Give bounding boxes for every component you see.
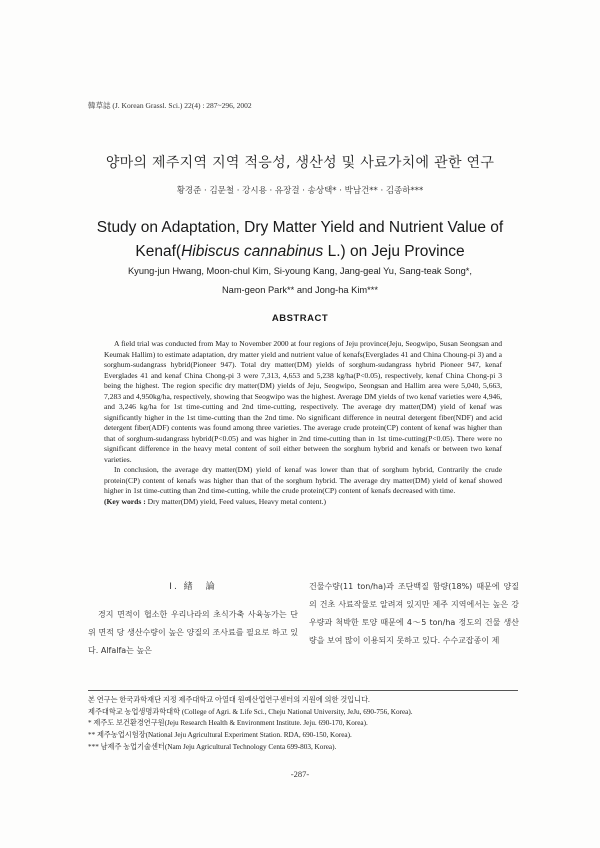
intro-left-text: 경지 면적이 협소한 우리나라의 초식가축 사육농가는 단위 면적 당 생산수량이 높은 양질의 조사료를 필요로 하고 있다. Alfalfa는 높은 — [88, 610, 298, 655]
section-heading-introduction: Ⅰ. 緖 論 — [169, 582, 217, 592]
footnote-affiliation-2: ** 제주농업시험장(National Jeju Agricultural Experiment Station. RDA, 690-150, Korea). — [88, 731, 352, 740]
english-title — [0, 216, 600, 264]
abstract-paragraph-2: In conclusion, the average dry matter(DM) yield of kenaf was lower than that of sorghum hybrid, Contrarily the crude protein(CP) content of kenafs was higher than that of the sorghum hybrid. The average dry matter(DM) yield of kenaf showed higher in 1st time-cutting than 2nd time-cutting, while the crude protein(CP) content of kenafs decreased with time. — [104, 465, 502, 495]
intro-right-text: 건물수량(11 ton/ha)과 조단백질 함량(18%) 때문에 양질의 건초 사료작물로 알려져 있지만 제주 지역에서는 높은 강우량과 척박한 토양 때문에 4～5 ton/ha 정도의 건물 생산량을 보여 많이 이용되지 못하고 있다. 수수교잡종이 제 — [309, 582, 519, 645]
keywords-text: Dry matter(DM) yield, Feed values, Heavy metal content.) — [145, 496, 327, 506]
english-title-prefix: Kenaf( — [135, 243, 182, 260]
abstract-heading: ABSTRACT — [271, 313, 329, 324]
keywords — [104, 497, 502, 508]
english-title-suffix: L.) on Jeju Province — [323, 243, 465, 260]
english-title-line1: Study on Adaptation, Dry Matter Yield and Nutrient Value of — [96, 219, 504, 236]
species-name: Hibiscus cannabinus — [181, 243, 324, 260]
keywords-label: (Key words : — [104, 496, 146, 506]
korean-title: 양마의 제주지역 지역 적응성, 생산성 및 사료가치에 관한 연구 — [105, 155, 495, 171]
intro-left-column — [88, 578, 298, 660]
english-authors-line1: Kyung-jun Hwang, Moon-chul Kim, Si-young Kang, Jang-geal Yu, Sang-teak Song*, — [127, 266, 473, 276]
english-title-line2 — [0, 240, 600, 264]
footnote-funding: 본 연구는 한국과학재단 지정 제주대학교 아열대 원예산업연구센터의 지원에 의한 것입니다. — [88, 696, 370, 704]
footnotes — [88, 695, 528, 754]
page-number: -287- — [290, 769, 310, 779]
korean-authors: 황경준 · 김문철 · 강시용 · 유장걸 · 송상택* · 박남건** · 김종하*** — [176, 186, 424, 196]
footnote-affiliation: 제주대학교 농업생명과학대학 (College of Agri. & Life Sci., Cheju National University, JeJu, 690-756, Korea). — [88, 707, 413, 716]
abstract-body — [104, 339, 502, 507]
footnote-affiliation-1: * 제주도 보건환경연구원(Jeju Research Health & Environment Institute. Jeju. 690-170, Korea). — [88, 719, 368, 728]
footnote-divider — [88, 690, 518, 691]
footnote-affiliation-3: *** 남제주 농업기술센터(Nam Jeju Agricultural Technology Centa 699-803, Korea). — [88, 742, 337, 751]
journal-citation: 韓草誌 (J. Korean Grassl. Sci.) 22(4) : 287~296, 2002 — [88, 101, 252, 110]
abstract-paragraph-1: A field trial was conducted from May to November 2000 at four regions of Jeju province(Jeju, Seogwipo, Susan Seongsan and Keumak Hallim) to estimate adaptation, dry matter yield and nutrient value of kenafs(Everglades 41 and China Choung-pi 3) and a sorghum-sudangrass hybrid(Pioneer 947). Total dry matter(DM) yields of sorghum-sudangrass hybrid Pioneer 947, kenaf Everglades 41 and kenaf China Chong-pi 3 were 7,313, 4,653 and 5,238 kg/ha(P<0.05), respectively, kenaf China Chong-pi 3 being the highest. The region specific dry matter(DM) yields of Jeju, Seogwipo, Seongsan and Hallim area were 5,040, 5,663, 7,283 and 4,950kg/ha, respectively, showing that Seogwipo was the highest. Average DM yields of two kenaf varieties were 4,946, and 3,246 kg/ha for 1st time-cutting and 2nd time-cutting, respectively. The average dry matter(DM) yield of kenaf was significantly higher in the 1st time-cutting than the 2nd time. No significant difference in neutral detergent fiber(NDF) and acid detergent fiber(ADF) contents was found among three varieties. The average crude protein(CP) content of kenaf was higher than that of sorghum-sudangrass hybrid(P<0.05) and was higher in 2nd time-cutting than in 1st time-cutting(P<0.05). There were no significant difference in the heavy metal content of soil either between the sorghum hybrid and kenafs or between two kenaf varieties. — [104, 339, 502, 464]
intro-right-column — [309, 578, 519, 650]
english-authors-line2: Nam-geon Park** and Jong-ha Kim*** — [221, 285, 379, 295]
english-authors — [0, 262, 600, 300]
